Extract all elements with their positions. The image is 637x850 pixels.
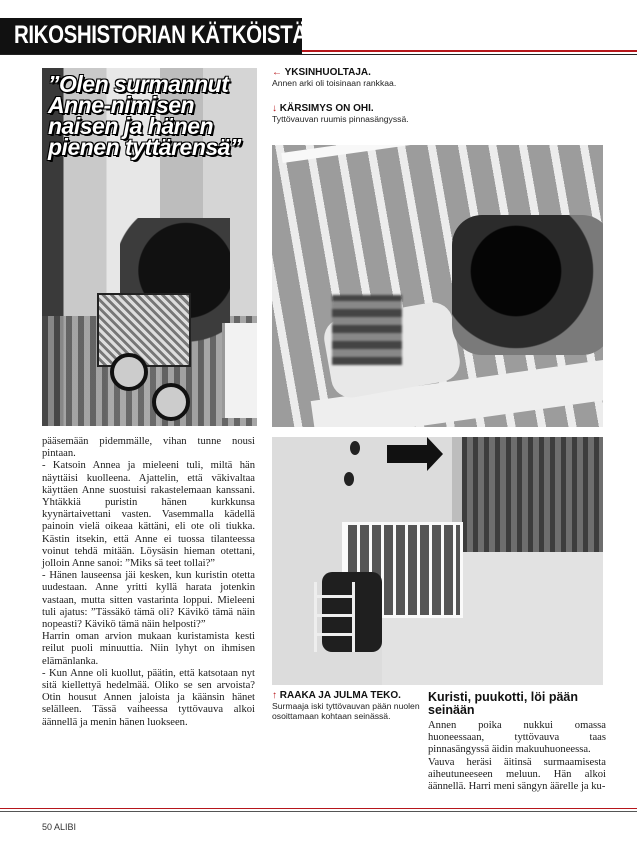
caption-suffering-over xyxy=(272,104,422,124)
header-rule xyxy=(302,50,637,52)
caption-head: RAAKA JA JULMA TEKO. xyxy=(279,690,401,701)
arrow-right-icon xyxy=(387,445,427,463)
article-paragraph: Vauva heräsi äitinsä surmaamisesta aiheutuneeseen meluun. Hän alkoi äännellä. Harri meni sängyn äärelle ja ku- xyxy=(428,756,606,793)
article-paragraph: Annen poika nukkui omassa huoneessaan, tyttövauva taas pinnasängyssä äidin makuuhuoneessa. xyxy=(428,720,606,756)
caption-text: Annen arki oli toisinaan rankkaa. xyxy=(272,78,397,88)
article-paragraph: - Hänen lauseensa jäi kesken, kun kuristin otetta uudestaan. Anne yritti kyllä harata jotenkin vastaan, mutta sitten vastarinta loppui. Mieleeni tuli ajatus: ”Tässäkö tämä oli? Kävikö tämä näin nopeasti? Kävikö tämä näin helposti?” xyxy=(42,570,255,631)
page-number: 50 ALIBI xyxy=(42,822,77,832)
pram-wheel xyxy=(152,383,190,421)
caption-head: YKSINHUOLTAJA. xyxy=(284,67,371,78)
arrow-up-icon: ↑ xyxy=(272,690,277,701)
article-paragraph: - Katsoin Annea ja mieleeni tuli, miltä hän näyttäisi kuolleena. Ajattelin, että väkivaltaa käyttäen Anne suostuisi rakastelemaan kanssani. Yhtäkkiä puristin hänen kurkkunsa kyynärtaivettani vasten. Vasemmalla kädellä painoin vielä oikeaa kättäni, eli ote oli tiukka. Kästin itsekin, että Anne ei tuossa tilanteessa voinut tehdä mitään. Löysäsin hieman otettani, jolloin Anne sanoi: ”Miks sä teet tollai?” xyxy=(42,460,255,570)
article-column-left xyxy=(42,436,255,729)
caption-text: Surmaaja iski tyttövauvan pään nuolen osoittamaan kohtaan seinässä. xyxy=(272,701,420,721)
wall-decoration xyxy=(350,441,360,455)
header-rule-thin xyxy=(0,54,637,55)
article-paragraph: Harrin oman arvion mukaan kuristamista kesti reilut puoli minuuttia. Niin lyhyt on ihmisen elämänlanka. xyxy=(42,631,255,667)
pram-wheel xyxy=(110,353,148,391)
section-title: RIKOSHISTORIAN KÄTKÖISTÄ xyxy=(14,21,307,49)
crib-blanket xyxy=(452,215,603,355)
quote-title: ”Olen surmannut Anne-nimisen naisen ja hänen pienen tyttärensä” xyxy=(48,71,241,160)
caption-text: Tyttövauvan ruumis pinnasängyssä. xyxy=(272,114,409,124)
section-header xyxy=(0,18,307,54)
pixelated-area xyxy=(332,295,402,365)
article-paragraph: pääsemään pidemmälle, vihan tunne nousi pintaan. xyxy=(42,436,255,460)
article-subhead: Kuristi, puukotti, löi pään seinään xyxy=(428,690,578,717)
caption-head: KÄRSIMYS ON OHI. xyxy=(279,103,374,114)
article-paragraph: - Kun Anne oli kuollut, päätin, että katsotaan nyt sitä kiellettyä hedelmää. Oliko se sen arvoista? Otin housut Annen jaloista ja käänsin hänet selälleen. Tässä vaiheessa tyttövauva alkoi äännellä ja menin hänen luokseen. xyxy=(42,667,255,728)
footer-rule-thin xyxy=(0,811,637,812)
photo-doorway-pram xyxy=(42,68,257,426)
arrow-left-icon: ← xyxy=(272,67,282,78)
room-step-ladder xyxy=(314,582,355,652)
photo-bedroom xyxy=(272,437,603,685)
wall-decoration xyxy=(344,472,354,486)
arrow-down-icon: ↓ xyxy=(272,103,277,114)
caption-brutal-act xyxy=(272,691,422,721)
photo-crib xyxy=(272,145,603,427)
pram-basket xyxy=(97,293,191,367)
article-column-right xyxy=(428,720,606,793)
caption-single-parent xyxy=(272,68,422,88)
garden-chair xyxy=(222,323,257,418)
footer-rule xyxy=(0,808,637,809)
